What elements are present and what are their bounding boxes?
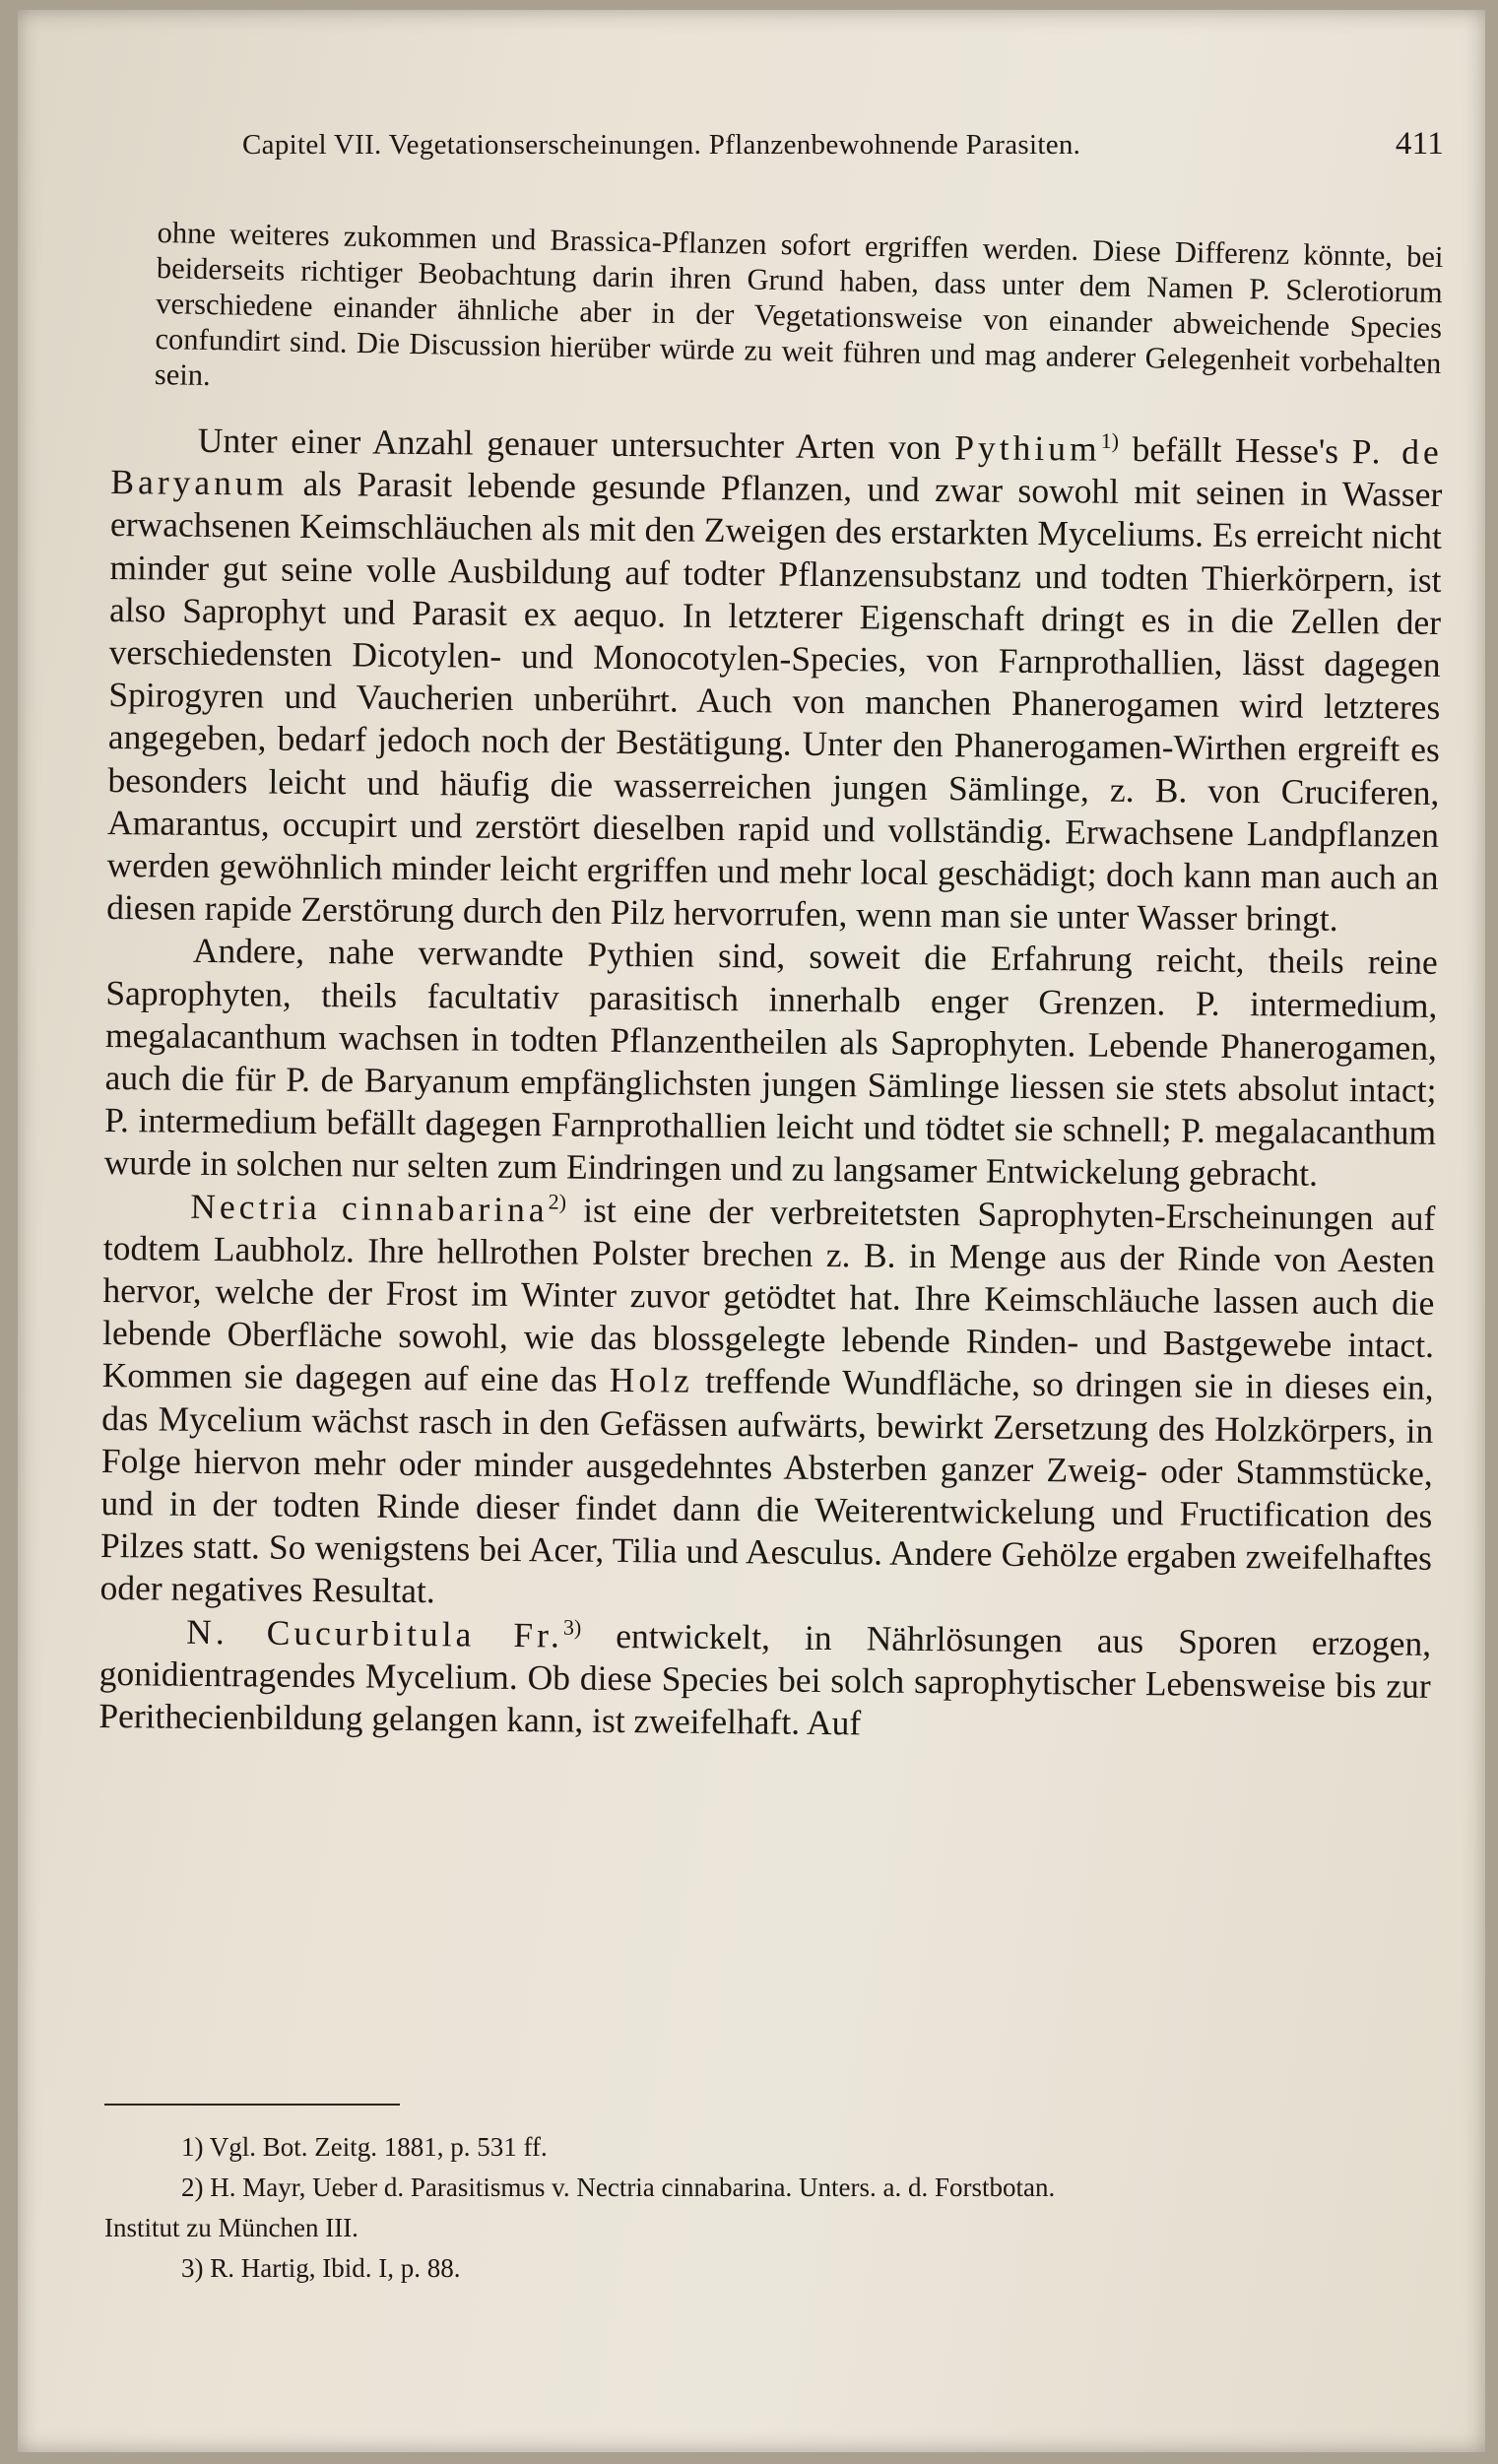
paragraph-pythien: Andere, nahe verwandte Pythien sind, soweit die Erfahrung reicht, theils reine Saprophyten, theils facultativ parasitisch innerhalb enger Grenzen. P. intermedium, megalacanthum wachsen in todten Pflanzentheilen als Saprophyten. Lebende Phanerogamen, auch die für P. de Baryanum empfänglichsten jungen Sämlinge liessen sie stets absolut intact; P. intermedium befällt dagegen Farnprothallien leicht und tödtet sie schnell; P. megalacanthum wurde in solchen nur selten zum Eindringen und zu langsamer Entwickelung gebracht. — [103, 931, 1438, 1195]
text-run: entwickelt, in Nährlösungen aus Sporen erzogen, gonidientragendes Mycelium. Ob diese Species bei solch saprophytischer Lebensweise bis zur Perithecienbildung gelangen kann, ist zweifelhaft. Auf — [98, 1615, 1432, 1743]
page-number: 411 — [1395, 126, 1444, 162]
main-text — [98, 419, 1443, 1750]
genus-name: Pythium — [954, 427, 1101, 469]
footnote-ref-1: 1) — [1100, 427, 1120, 453]
paragraph-nectria — [99, 1185, 1435, 1623]
paragraph-pythium — [106, 419, 1443, 941]
text-run: Unter einer Anzahl genauer untersuchter Arten von — [197, 420, 955, 468]
text-run: als Parasit lebende gesunde Pflanzen, und zwar sowohl mit seinen in Wasser erwachsenen Keimschläuchen als mit den Zweigen des erstarkten Myceliums. Es erreicht nicht minder gut seine volle Ausbildung auf todter Pflanzensubstanz und todten Thierkörpern, ist also Saprophyt und Parasit ex aequo. In letzterer Eigenschaft dringt es in die Zellen der verschiedensten Dicotylen- und Monocotylen-Species, von Farnprothallien, lässt dagegen Spirogyren und Vaucherien unberührt. Auch von manchen Phanerogamen wird letzteres angegeben, bedarf jedoch noch der Bestätigung. Unter den Phanerogamen-Wirthen ergreift es besonders leicht und häufig die wasserreichen jungen Sämlinge, z. B. von Cruciferen, Amarantus, occupirt und zerstört dieselben rapid und vollständig. Erwachsene Landpflanzen werden gewöhnlich minder leicht ergriffen und mehr local geschädigt; doch kann man auch an diesen rapide Zerstörung durch den Pilz hervorrufen, wenn man sie unter Wasser bringt. — [106, 463, 1443, 940]
text-run: treffende Wundfläche, so dringen sie in dieses ein, das Mycelium wächst rasch in den Gefässen aufwärts, bewirkt Zersetzung des Holzkörpers, in Folge hiervon mehr oder minder ausgedehntes Absterben ganzer Zweig- oder Stammstücke, und in der todten Rinde dieser findet dann die Weiterentwickelung und Fructification des Pilzes statt. So wenigstens bei Acer, Tilia und Aesculus. Andere Gehölze ergaben zweifelhaftes oder negatives Resultat. — [99, 1361, 1434, 1611]
footnote-2: 2) H. Mayr, Ueber d. Parasitismus v. Nectria cinnabarina. Unters. a. d. Forstbotan. — [181, 2172, 1056, 2202]
text-run: befällt Hesse's — [1118, 428, 1352, 472]
emphasis-holz: Holz — [609, 1360, 693, 1401]
species-name: Nectria cinnabarina — [190, 1186, 549, 1229]
running-head-title: Capitel VII. Vegetationserscheinungen. Pflanzenbewohnende Parasiten. — [242, 129, 1081, 161]
continuation-paragraph: ohne weiteres zukommen und Brassica-Pflanzen sofort ergriffen werden. Diese Differenz könnte, bei beiderseits richtiger Beobachtung darin ihren Grund haben, dass unter dem Namen P. Sclerotiorum verschiedene einander ähnliche aber in der Vegetationsweise von einander abweichende Species confundirt sind. Die Discussion hierüber würde zu weit führen und mag anderer Gelegenheit vorbehalten sein. — [154, 215, 1444, 393]
running-header — [242, 126, 1444, 185]
footnote-ref-2: 2) — [548, 1189, 567, 1214]
footnote-2-continuation: Institut zu München III. — [104, 2213, 358, 2242]
footnote-rule — [104, 2104, 400, 2106]
footnote-3: 3) R. Hartig, Ibid. I, p. 88. — [181, 2253, 461, 2283]
book-page — [18, 10, 1485, 2452]
paragraph-cucurbitula — [98, 1610, 1431, 1751]
footnote-1: 1) Vgl. Bot. Zeitg. 1881, p. 531 ff. — [181, 2132, 548, 2162]
footnote-ref-3: 3) — [562, 1614, 582, 1640]
text-run: ist eine der verbreitetsten Saprophyten-Erscheinungen auf todtem Laubholz. Ihre hellrothen Polster brechen z. B. in Menge aus der Rinde von Aesten hervor, welche der Frost im Winter zuvor getödtet hat. Ihre Keimschläuche lassen auch die lebende Oberfläche sowohl, wie das blossgelegte lebende Rinden- und Bastgewebe intact. Kommen sie dagegen auf eine das — [101, 1190, 1436, 1400]
species-name: P. de Baryanum — [110, 431, 1443, 503]
species-name: N. Cucurbitula Fr. — [185, 1611, 564, 1655]
footnotes — [104, 2127, 1436, 2289]
